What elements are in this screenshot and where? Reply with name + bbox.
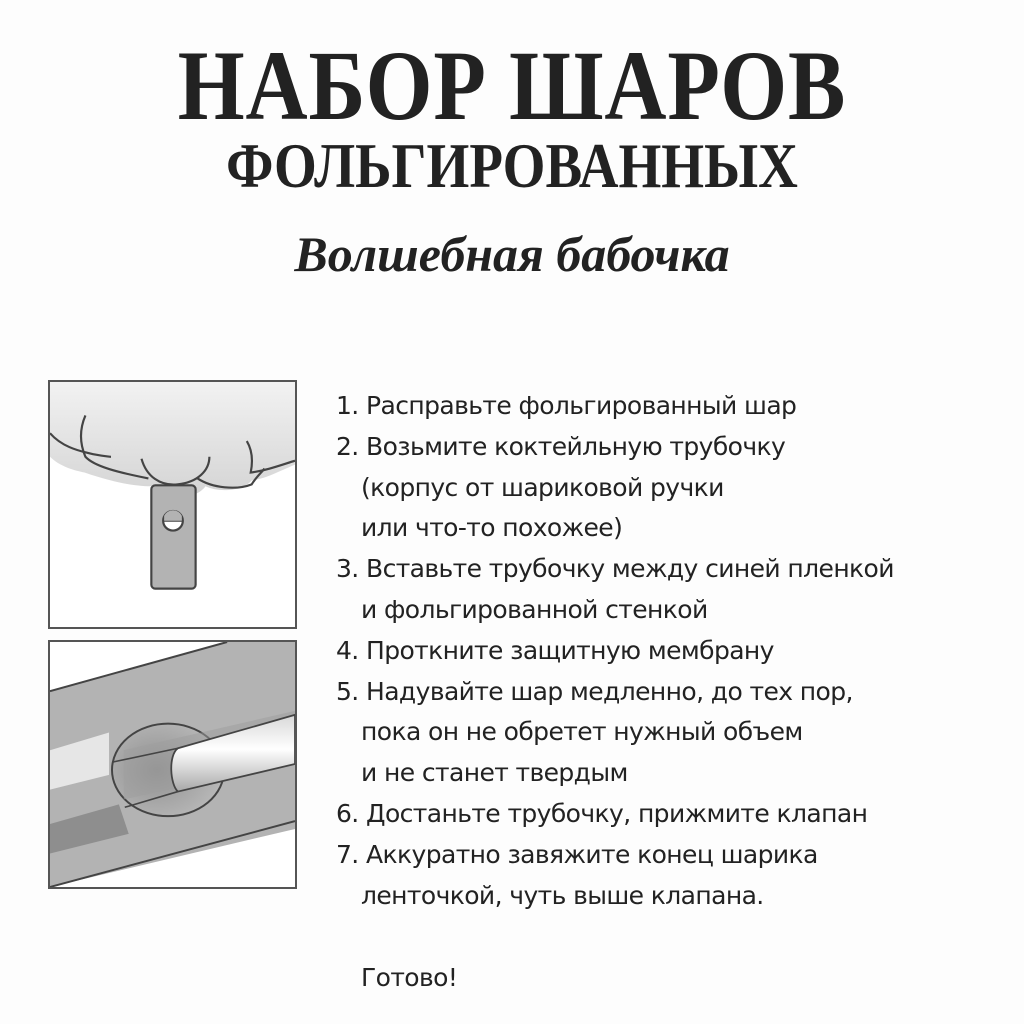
step-text: Проткните защитную мембрану bbox=[366, 635, 774, 665]
step-7 bbox=[336, 835, 976, 876]
straw-insertion-illustration bbox=[48, 640, 297, 889]
step-6 bbox=[336, 794, 976, 835]
step-2 bbox=[336, 427, 976, 468]
step-text-continued: ленточкой, чуть выше клапана. bbox=[361, 880, 764, 910]
straw-valve-icon bbox=[50, 642, 295, 887]
done-text: Готово! bbox=[361, 963, 458, 992]
step-4 bbox=[336, 631, 976, 672]
step-text: Вставьте трубочку между синей пленкой bbox=[366, 554, 894, 584]
step-number: 6. bbox=[336, 798, 359, 828]
step-text-continued: и не станет твердым bbox=[361, 758, 628, 788]
step-number: 4. bbox=[336, 635, 359, 665]
step-text: Достаньте трубочку, прижмите клапан bbox=[366, 798, 868, 828]
step-number: 2. bbox=[336, 431, 359, 461]
step-text-continued: и фольгированной стенкой bbox=[361, 594, 708, 624]
step-number: 1. bbox=[336, 391, 359, 420]
step-number: 5. bbox=[336, 676, 359, 706]
instructions-list bbox=[336, 386, 976, 916]
step-1 bbox=[336, 386, 976, 427]
step-number: 7. bbox=[336, 839, 359, 869]
step-text: Расправьте фольгированный шар bbox=[366, 391, 797, 420]
step-text: Возьмите коктейльную трубочку bbox=[366, 431, 786, 461]
title-main: НАБОР ШАРОВ bbox=[177, 30, 847, 141]
step-3 bbox=[336, 549, 976, 590]
balloon-valve-illustration bbox=[48, 380, 297, 629]
step-5 bbox=[336, 672, 976, 713]
step-text-continued: или что-то похожее) bbox=[361, 513, 623, 543]
balloon-valve-icon bbox=[50, 382, 295, 627]
step-number: 3. bbox=[336, 554, 359, 584]
step-text: Надувайте шар медленно, до тех пор, bbox=[366, 676, 853, 706]
title-sub: ФОЛЬГИРОВАННЫХ bbox=[226, 130, 798, 201]
step-text-continued: (корпус от шариковой ручки bbox=[361, 472, 724, 502]
step-text: Аккуратно завяжите конец шарика bbox=[366, 839, 818, 869]
step-text-continued: пока он не обретет нужный объем bbox=[361, 717, 803, 747]
product-name: Волшебная бабочка bbox=[294, 226, 730, 282]
